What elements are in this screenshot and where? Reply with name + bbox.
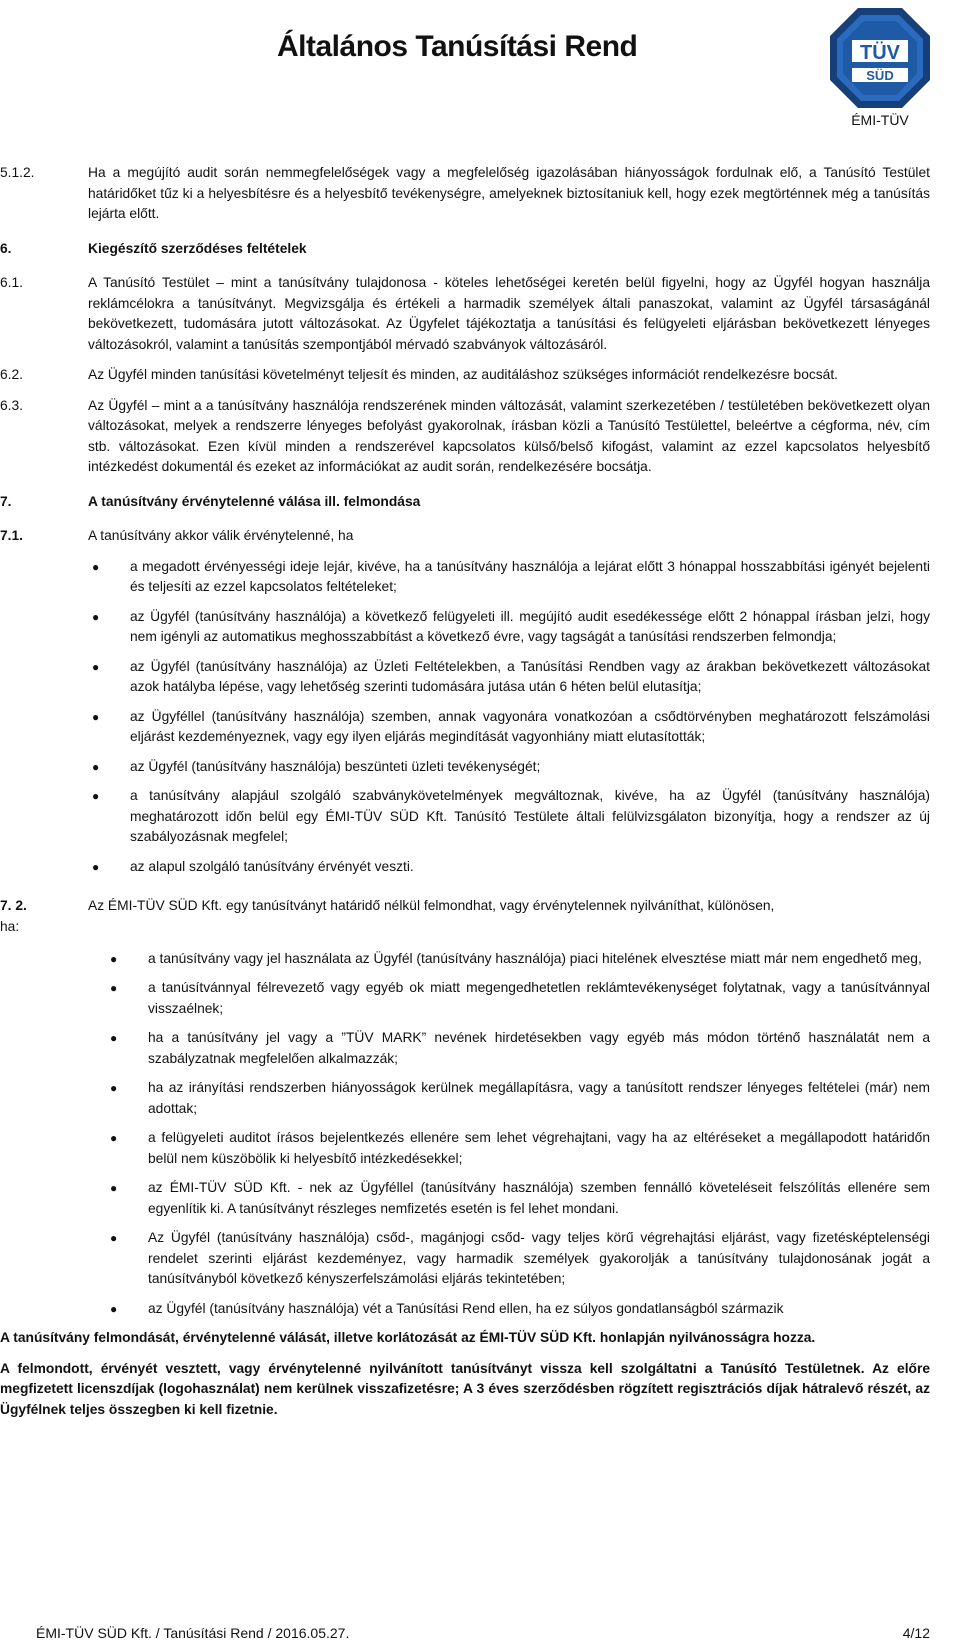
bullet-icon: ●	[110, 1131, 118, 1145]
paragraph-text: Az Ügyfél minden tanúsítási követelményt teljesít és minden, az auditáláshoz szükséges információt rendelkezésre bocsát.	[88, 367, 839, 382]
section-title: Kiegészítő szerződéses feltételek	[88, 240, 307, 256]
section-6-heading	[0, 239, 960, 260]
list-item: ● az Ügyfél (tanúsítvány használója) beszünteti üzleti tevékenységét;	[130, 757, 930, 778]
section-number: 6.	[0, 240, 12, 256]
footer-document-ref: ÉMI-TÜV SÜD Kft. / Tanúsítási Rend / 2016.05.27.	[36, 1625, 350, 1641]
bullet-icon: ●	[92, 859, 100, 874]
list-item: ● Az Ügyfél (tanúsítvány használója) csőd-, magánjogi csőd- vagy teljes körű végrehajtási eljárást, vagy fizetésképtelenségi rendelet szerinti eljárást kezdeményez, vagy harmadik személyek gyakorolják a tanúsítvány tulajdonosának jogát a tanúsítványból következő kényszerfelszámolási eljárás tekintetében;	[110, 1230, 930, 1286]
tuv-sud-logo	[828, 6, 932, 132]
list-item: ● az Ügyfél (tanúsítvány használója) a következő felügyeleti ill. megújító audit esedékessége előtt 2 hónappal írásban jelzi, hogy nem igényli az automatikus meghosszabbítást a következő évre, vagy tagságát a tanúsítási rendszerben felmondja;	[92, 608, 930, 644]
bullet-icon: ●	[110, 951, 118, 966]
bullet-icon: ●	[110, 1231, 118, 1245]
bullet-icon: ●	[92, 609, 100, 624]
list-item: ● az ÉMI-TÜV SÜD Kft. - nek az Ügyféllel (tanúsítvány használója) szemben fennálló követeléseit felszólítás ellenére sem egyenlítik ki. A tanúsítványt részleges nemfizetés esetén is fel lehet mondani.	[110, 1180, 930, 1216]
page-header	[0, 0, 960, 150]
paragraph-7-2	[0, 896, 960, 934]
paragraph-number: 5.1.2.	[0, 165, 35, 180]
list-item: ● az Ügyfél (tanúsítvány használója) vét a Tanúsítási Rend ellen, ha ez súlyos gondatlanságból származik	[148, 1299, 930, 1320]
section-title: A tanúsítvány érvénytelenné válása ill. felmondása	[88, 493, 421, 509]
tuv-octagon-icon	[828, 6, 932, 110]
list-item: ● a tanúsítvány vagy jel használata az Ügyfél (tanúsítvány használója) piaci hitelének elvesztése miatt már nem engedhető meg,	[148, 949, 930, 970]
paragraph-number: 7.1.	[0, 528, 24, 543]
bullet-icon: ●	[92, 659, 100, 674]
list-item: ● a tanúsítvány alapjául szolgáló szabványkövetelmények megváltoznak, kivéve, ha az Ügyfél (tanúsítvány használója) meghatározott időn belül egy ÉMI-TÜV SÜD Kft. Tanúsító Testülete általi felülvizsgálaton bizonyítja, hogy a rendszer az új szabályozásnak megfelel;	[92, 788, 930, 844]
list-item: ● ha az irányítási rendszerben hiányosságok kerülnek megállapításra, vagy a tanúsított rendszer lényeges feltételei (már) nem adottak;	[110, 1080, 930, 1116]
paragraph-text: A tanúsítvány akkor válik érvénytelenné, ha	[88, 528, 354, 543]
paragraph-5-1-2	[0, 163, 960, 225]
bullet-icon: ●	[110, 1081, 118, 1095]
publication-notice: A tanúsítvány felmondását, érvénytelenné válását, illetve korlátozását az ÉMI-TÜV SÜD Kft. honlapján nyilvánosságra hozza.	[0, 1330, 816, 1345]
list-item: ● az alapul szolgáló tanúsítvány érvényét veszti.	[130, 857, 930, 878]
paragraph-text: Az ÉMI-TÜV SÜD Kft. egy tanúsítványt határidő nélkül felmondhat, vagy érvénytelennek nyilváníthat, különösen,	[88, 898, 775, 913]
document-title: Általános Tanúsítási Rend	[277, 30, 638, 63]
bullet-icon: ●	[92, 789, 100, 803]
page-number: 4/12	[902, 1625, 930, 1641]
termination-conditions-list	[0, 949, 960, 1320]
paragraph-6-1	[0, 273, 960, 355]
paragraph-text: Az Ügyfél – mint a a tanúsítvány használója rendszerének minden változását, valamint szerkezetében / testületében bekövetkezett olyan változásokat, melyek a rendszerre lényeges befolyást gyakorolnak, írásban közli a Tanúsító Testülettel, beleértve a cégforma, név, cím stb. változásokat. Ezen kívül minden a rendszerével kapcsolatos külső/belső kifogást, valamint az ezzel kapcsolatos helyesbítő intézkedést dokumentál és ezeket az információkat az audit során, rendelkezésére bocsátja.	[88, 397, 930, 474]
list-item: ● ha a tanúsítvány jel vagy a ”TÜV MARK” nevének hirdetésekben vagy egyéb más módon történő használatát nem a szabályzatnak megfelelően alkalmazzák;	[110, 1030, 930, 1066]
section-number: 7.	[0, 493, 12, 509]
page-footer	[0, 1625, 960, 1645]
paragraph-number: 6.3.	[0, 397, 24, 413]
paragraph-text: Ha a megújító audit során nemmegfelelőségek vagy a megfelelőség igazolásában hiányosságok fordulnak elő, a Tanúsító Testület határidőket tűz ki a helyesbítésre és a helyesbítő tevékenységre, amelyeknek biztosítaniuk kell, hogy ezek megtörténnek még a tanúsítás lejárta előtt.	[88, 165, 930, 221]
bullet-icon: ●	[110, 1301, 118, 1316]
return-notice: A felmondott, érvényét vesztett, vagy érvénytelenné nyilvánított tanúsítványt vissza kell szolgáltatni a Tanúsító Testületnek. Az előre megfizetett licenszdíjak (logohasználat) nem kerülnek visszafizetésre; A 3 éves szerződésben rögzített regisztrációs díjak hátralevő részét, az Ügyfélnek teljes összegben ki kell fizetnie.	[0, 1360, 930, 1417]
paragraph-6-3	[0, 396, 960, 478]
paragraph-number: 6.1.	[0, 275, 24, 290]
list-item: ● az Ügyfél (tanúsítvány használója) az Üzleti Feltételekben, a Tanúsítási Rendben vagy az árakban bekövetkezett változásokat azok hatályba lépése, vagy lehetőség szerinti tudomására jutása után 6 héten belül elutasítja;	[92, 658, 930, 694]
section-7-heading	[0, 492, 960, 513]
logo-caption: ÉMI-TÜV	[851, 112, 909, 128]
paragraph-number: 7. 2. ha:	[0, 898, 27, 934]
logo-sub-text: SÜD	[866, 68, 894, 83]
bullet-icon: ●	[110, 1031, 118, 1045]
list-item: ● az Ügyféllel (tanúsítvány használója) szemben, annak vagyonára vonatkozóan a csődtörvényben meghatározott felszámolási eljárást kezdeményeznek, vagy egy ilyen eljárás megindítását vagyonhiány miatt elutasították;	[92, 708, 930, 744]
document-body	[0, 163, 960, 1430]
paragraph-number: 6.2.	[0, 367, 24, 382]
invalidation-conditions-list	[0, 557, 960, 878]
list-item: ● a felügyeleti auditot írásos bejelentkezés ellenére sem lehet végrehajtani, vagy ha az eltéréseket a megállapodott határidőn belül nem küszöbölik ki helyesbítő intézkedésekkel;	[110, 1130, 930, 1166]
bullet-icon: ●	[92, 559, 100, 574]
list-item: ● a megadott érvényességi ideje lejár, kivéve, ha a tanúsítvány használója a lejárat előtt 3 hónappal hosszabbítási igényét bejelenti és teljesíti az ezzel kapcsolatos feltételeket;	[92, 558, 930, 594]
paragraph-6-2	[0, 365, 960, 386]
bullet-icon: ●	[110, 1181, 118, 1195]
bullet-icon: ●	[92, 759, 100, 774]
paragraph-7-1	[0, 526, 960, 547]
list-item: ● a tanúsítvánnyal félrevezető vagy egyéb ok miatt megengedhetetlen reklámtevékenységet folytatnak, vagy a tanúsítvánnyal visszaélnek;	[110, 980, 930, 1016]
bullet-icon: ●	[92, 709, 100, 724]
bullet-icon: ●	[110, 981, 118, 995]
paragraph-text: A Tanúsító Testület – mint a tanúsítvány tulajdonosa - köteles lehetőségei keretén belül figyelni, hogy az Ügyfél hogyan használja reklámcélokra a tanúsítványt. Megvizsgálja és értékeli a harmadik személyek általi panaszokat, valamint az Ügyfél társaságánál bekövetkezett, tudomására jutott változásokat. Az Ügyfelet tájékoztatja a tanúsítási és felügyeleti eljárásban bekövetkezett lényeges változásokról, valamint a tanúsítás szempontjából mérvadó szabványok változásáról.	[88, 275, 930, 352]
logo-mark-text: TÜV	[860, 42, 900, 64]
